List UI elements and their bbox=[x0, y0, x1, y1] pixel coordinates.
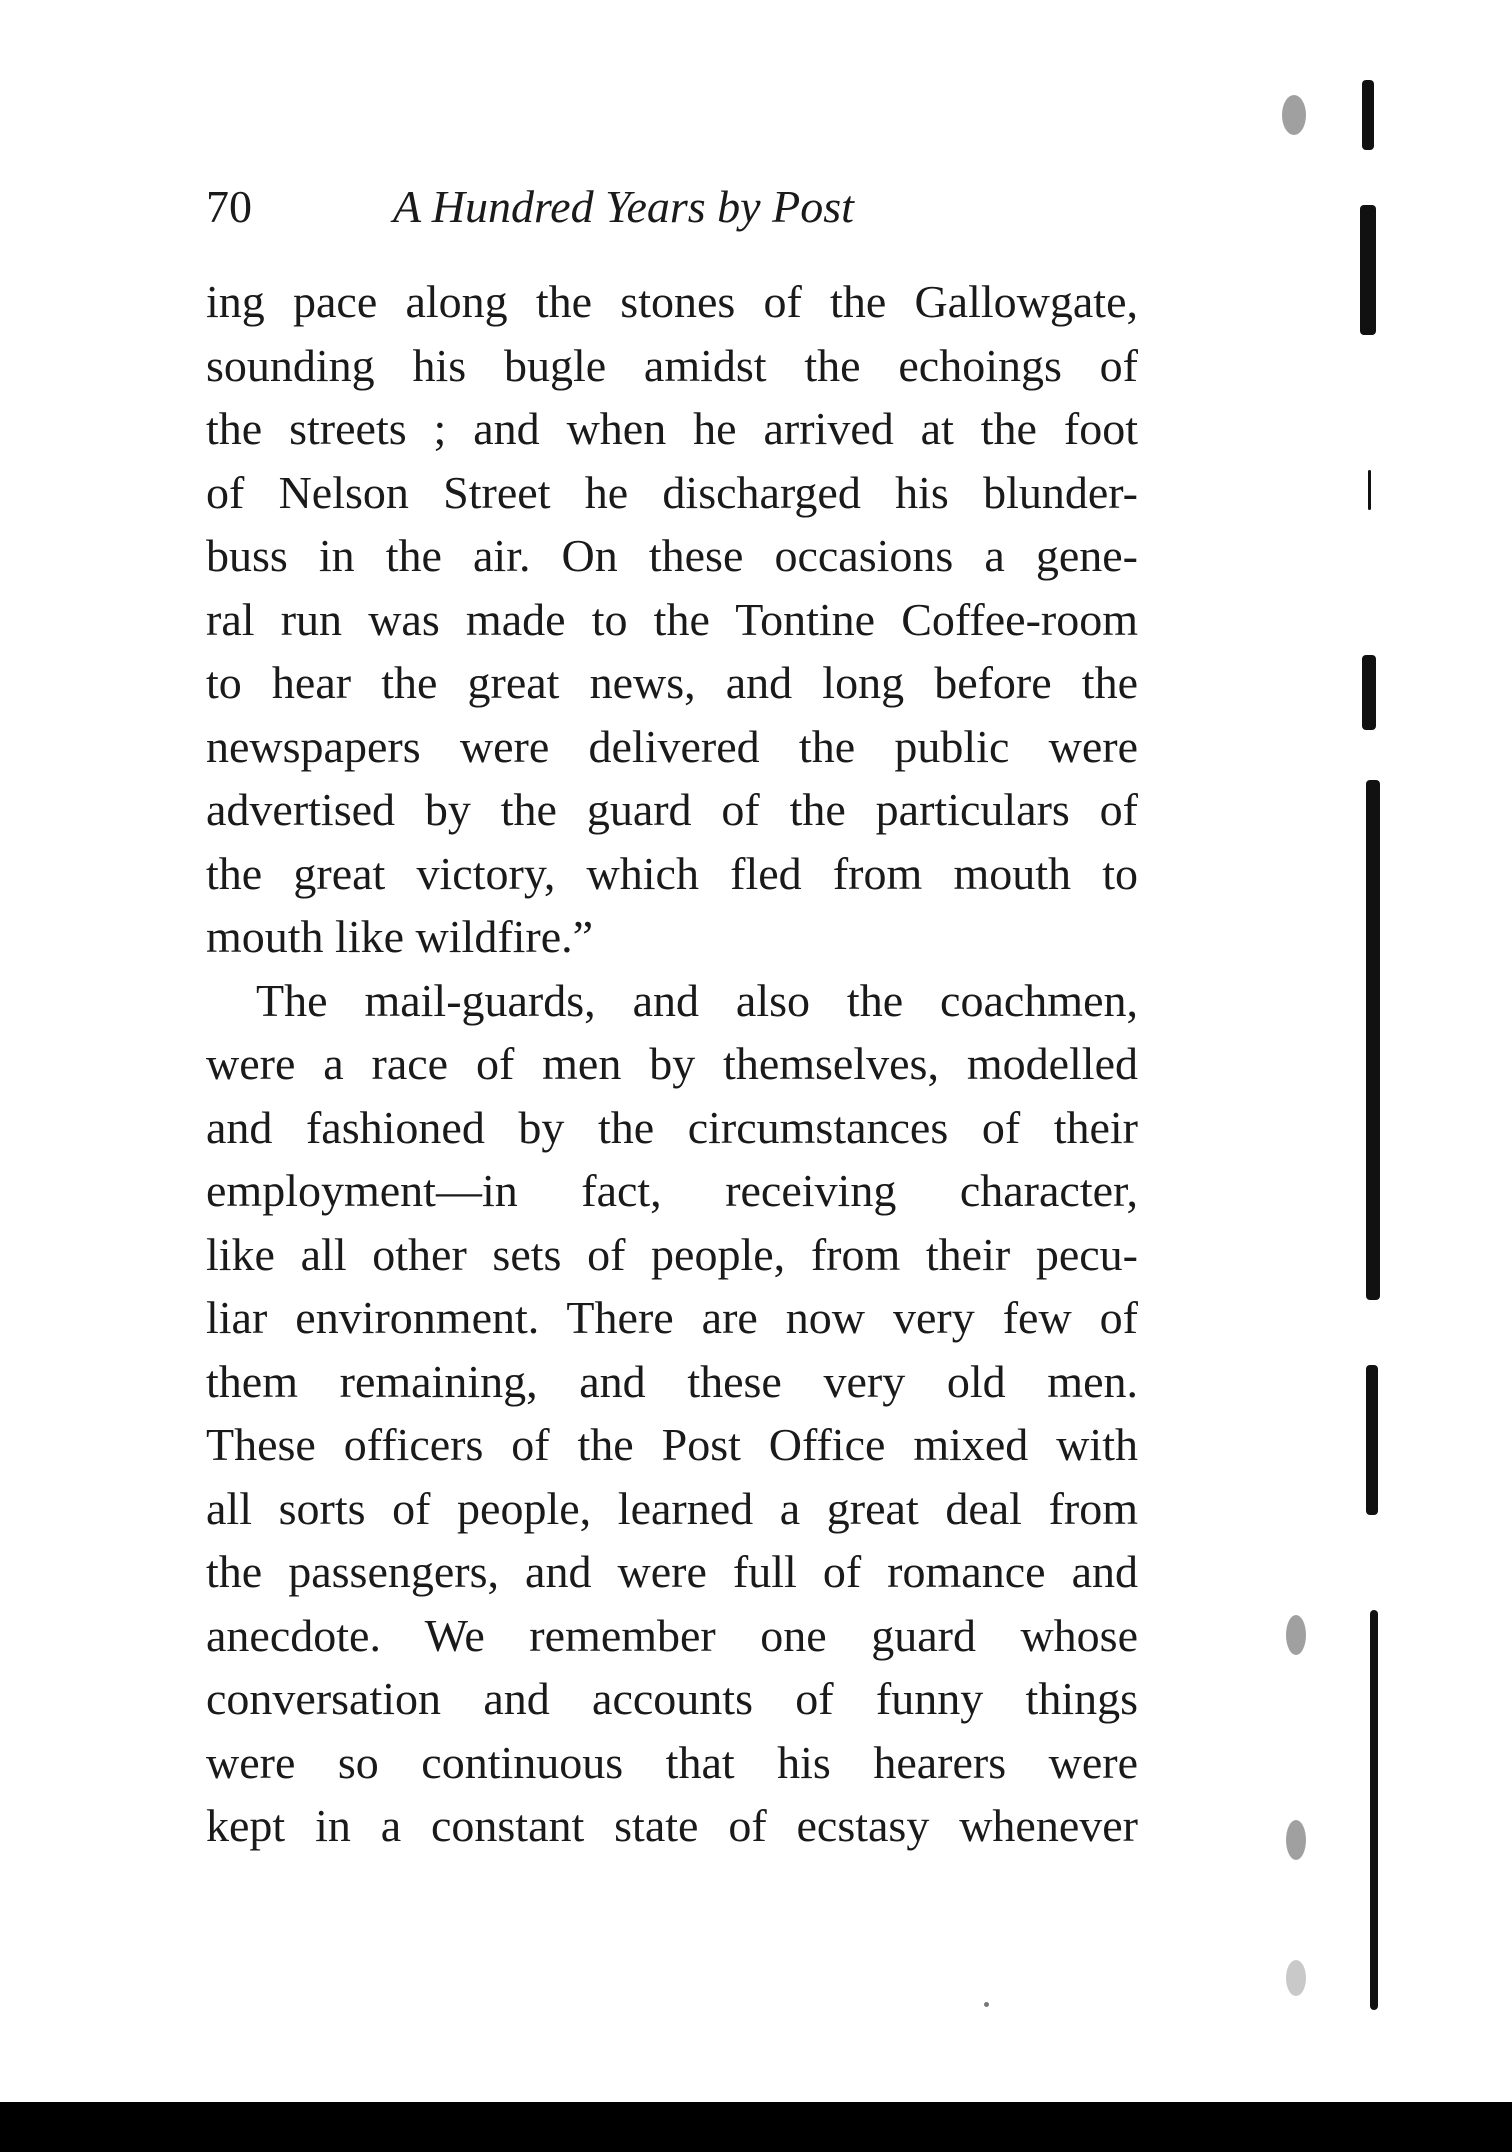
paragraph-1 bbox=[206, 270, 1138, 969]
text-line: all sorts of people, learned a great deal from bbox=[206, 1482, 1138, 1534]
body-text bbox=[206, 270, 1138, 1858]
text-line: kept in a constant state of ecstasy whenever bbox=[206, 1800, 1138, 1851]
scan-mark bbox=[1366, 1365, 1378, 1515]
text-line: like all other sets of people, from their pecu- bbox=[206, 1228, 1138, 1280]
text-line: employment—in fact, receiving character, bbox=[206, 1165, 1138, 1216]
text-line: were a race of men by themselves, modelled bbox=[206, 1038, 1138, 1089]
text-line: the great victory, which fled from mouth to bbox=[206, 847, 1138, 899]
text-line: the passengers, and were full of romance and bbox=[206, 1546, 1138, 1597]
text-line: of Nelson Street he discharged his blunder- bbox=[206, 466, 1138, 518]
running-title: A Hundred Years by Post bbox=[393, 181, 854, 232]
scan-mark bbox=[1362, 80, 1374, 150]
scan-speck bbox=[984, 2002, 989, 2007]
scan-mark bbox=[1368, 470, 1371, 510]
scan-mark bbox=[1360, 205, 1376, 335]
text-line: anecdote. We remember one guard whose bbox=[206, 1609, 1138, 1661]
text-line: advertised by the guard of the particulars of bbox=[206, 784, 1138, 835]
scan-speck bbox=[1286, 1615, 1306, 1655]
text-line: liar environment. There are now very few of bbox=[206, 1292, 1138, 1343]
text-line: newspapers were delivered the public were bbox=[206, 720, 1138, 772]
text-line: These officers of the Post Office mixed with bbox=[206, 1419, 1138, 1470]
text-line: buss in the air. On these occasions a gene- bbox=[206, 530, 1138, 581]
page-number: 70 bbox=[206, 181, 252, 232]
text-line: ral run was made to the Tontine Coffee-room bbox=[206, 593, 1138, 645]
scan-speck bbox=[1286, 1960, 1306, 1996]
text-line: and fashioned by the circumstances of their bbox=[206, 1101, 1138, 1153]
text-line: sounding his bugle amidst the echoings of bbox=[206, 339, 1138, 391]
paragraph-2 bbox=[206, 969, 1138, 1858]
scan-speck bbox=[1286, 1820, 1306, 1860]
scan-mark bbox=[1362, 655, 1376, 730]
text-line: to hear the great news, and long before the bbox=[206, 657, 1138, 708]
text-line: conversation and accounts of funny things bbox=[206, 1673, 1138, 1724]
text-line: the streets ; and when he arrived at the foot bbox=[206, 403, 1138, 454]
text-line: ing pace along the stones of the Gallowgate, bbox=[206, 276, 1138, 327]
scan-mark bbox=[1370, 1610, 1378, 2010]
scan-mark bbox=[1366, 780, 1380, 1300]
scan-speck bbox=[1282, 95, 1306, 135]
text-line: The mail-guards, and also the coachmen, bbox=[256, 974, 1138, 1026]
text-line: were so continuous that his hearers were bbox=[206, 1736, 1138, 1788]
text-line: them remaining, and these very old men. bbox=[206, 1355, 1138, 1407]
page-header bbox=[206, 180, 1136, 240]
text-line: mouth like wildfire.” bbox=[206, 911, 594, 962]
scan-bottom-edge bbox=[0, 2102, 1512, 2152]
